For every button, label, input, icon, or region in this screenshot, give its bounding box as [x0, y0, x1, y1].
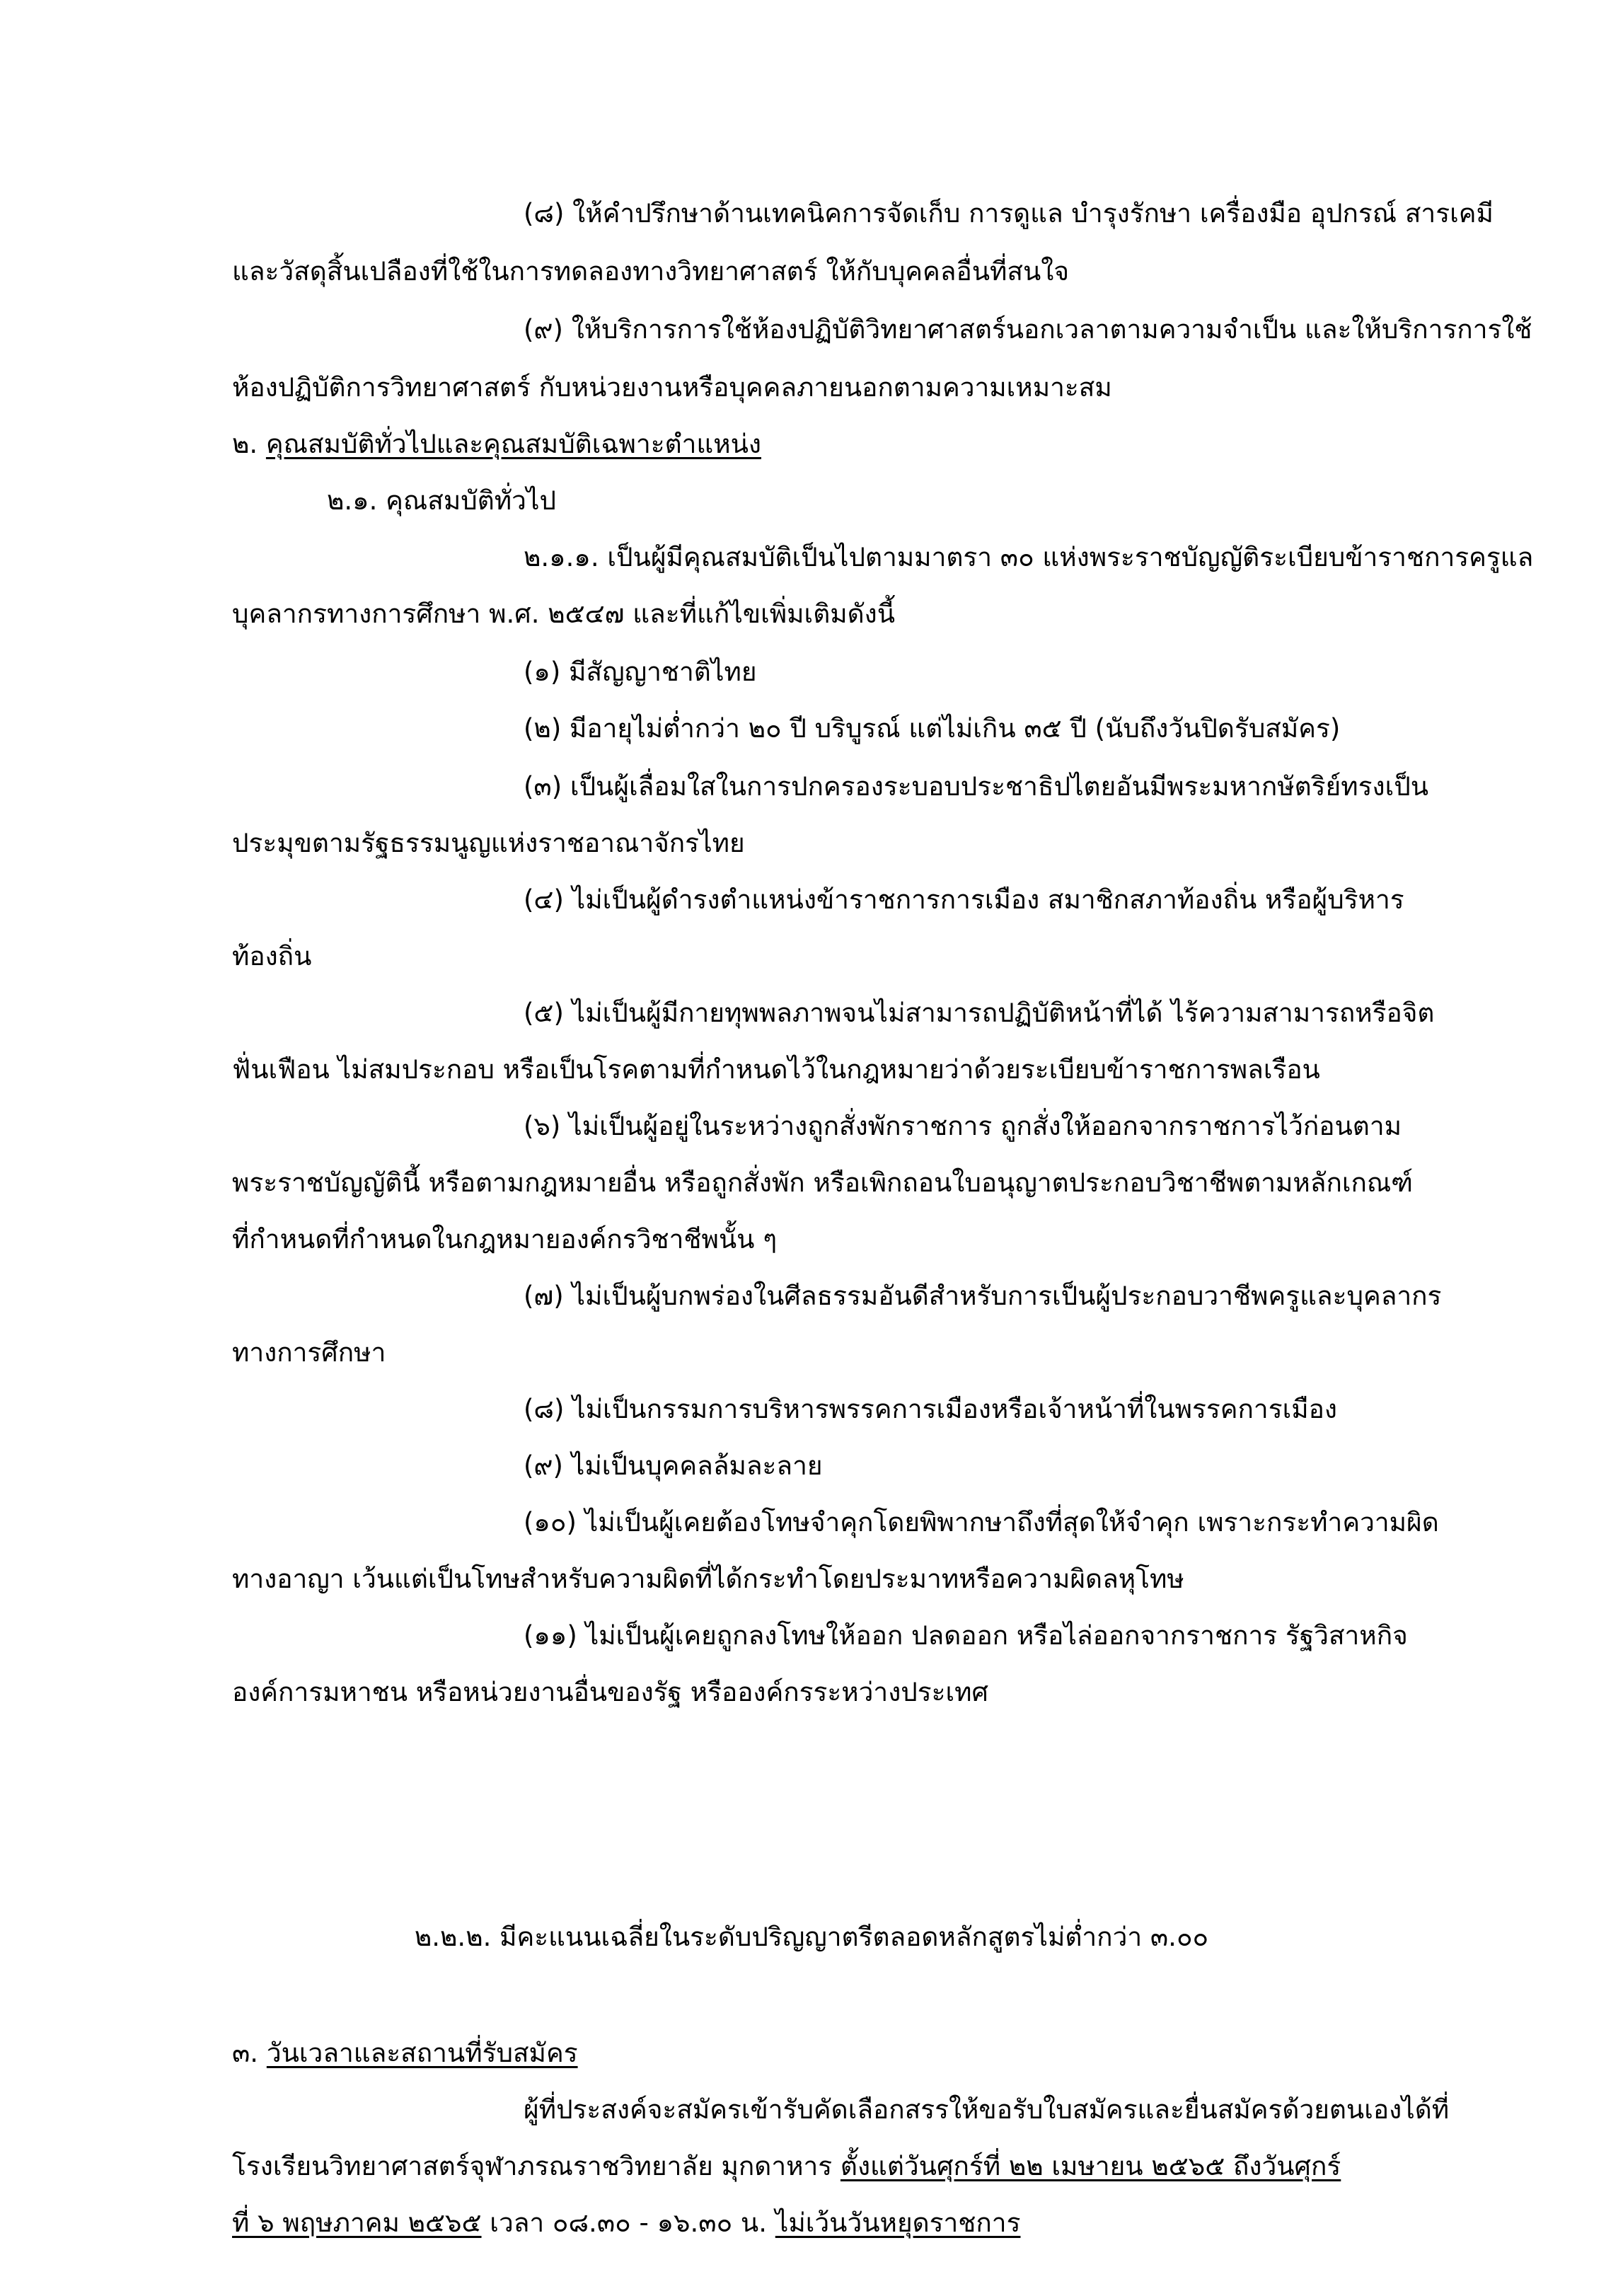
clause-2-1-1-line-1: ๒.๑.๑. เป็นผู้มีคุณสมบัติเป็นไปตามมาตรา ๓๐ แห่งพระราชบัญญัติระเบียบข้าราชการครูแล	[524, 542, 1534, 572]
office-hours-text: เวลา ๐๘.๓๐ - ๑๖.๓๐ น.	[481, 2208, 775, 2238]
section-3-line-3	[232, 2208, 1020, 2239]
item-9-line-1: (๙) ให้บริการการใช้ห้องปฏิบัติวิทยาศาสตร์นอกเวลาตามความจำเป็น และให้บริการการใช้	[524, 314, 1532, 345]
item-9-line-2: ห้องปฏิบัติการวิทยาศาสตร์ กับหน่วยงานหรือบุคคลภายนอกตามความเหมาะสม	[232, 372, 1112, 403]
section-3-number: ๓.	[232, 2038, 259, 2068]
qualification-4-line-1: (๔) ไม่เป็นผู้ดำรงตำแหน่งข้าราชการการเมือง สมาชิกสภาท้องถิ่น หรือผู้บริหาร	[524, 884, 1404, 915]
item-8-line-1: (๘) ให้คำปรึกษาด้านเทคนิคการจัดเก็บ การดูแล บำรุงรักษา เครื่องมือ อุปกรณ์ สารเคมี	[524, 198, 1494, 229]
qualification-3-line-2: ประมุขตามรัฐธรรมนูญแห่งราชอาณาจักรไทย	[232, 828, 745, 858]
clause-2-1-1-line-2: บุคลากรทางการศึกษา พ.ศ. ๒๕๔๗ และที่แก้ไขเพิ่มเติมดังนี้	[232, 599, 896, 629]
qualification-7-line-1: (๗) ไม่เป็นผู้บกพร่องในศีลธรรมอันดีสำหรับการเป็นผู้ประกอบวาชีพครูและบุคลากร	[524, 1281, 1442, 1311]
qualification-6-line-1: (๖) ไม่เป็นผู้อยู่ในระหว่างถูกสั่งพักราชการ ถูกสั่งให้ออกจากราชการไว้ก่อนตาม	[524, 1111, 1402, 1141]
application-start-date: ตั้งแต่วันศุกร์ที่ ๒๒ เมษายน ๒๕๖๕ ถึงวันศุกร์	[840, 2151, 1341, 2181]
section-2-number: ๒.	[232, 429, 258, 459]
qualification-2: (๒) มีอายุไม่ต่ำกว่า ๒๐ ปี บริบูรณ์ แต่ไม่เกิน ๓๕ ปี (นับถึงวันปิดรับสมัคร)	[524, 713, 1341, 744]
section-2-title: คุณสมบัติทั่วไปและคุณสมบัติเฉพาะตำแหน่ง	[265, 429, 761, 459]
subsection-2-1-heading: ๒.๑. คุณสมบัติทั่วไป	[327, 485, 556, 516]
qualification-6-line-3: ที่กำหนดที่กำหนดในกฎหมายองค์กรวิชาชีพนั้น ๆ	[232, 1224, 778, 1254]
qualification-11-line-1: (๑๑) ไม่เป็นผู้เคยถูกลงโทษให้ออก ปลดออก หรือไล่ออกจากราชการ รัฐวิสาหกิจ	[524, 1620, 1408, 1651]
item-8-line-2: และวัสดุสิ้นเปลืองที่ใช้ในการทดลองทางวิทยาศาสตร์ ให้กับบุคคลอื่นที่สนใจ	[232, 256, 1070, 287]
clause-2-2-2: ๒.๒.๒. มีคะแนนเฉลี่ยในระดับปริญญาตรีตลอดหลักสูตรไม่ต่ำกว่า ๓.๐๐	[414, 1922, 1209, 1952]
qualification-10-line-2: ทางอาญา เว้นแต่เป็นโทษสำหรับความผิดที่ได้กระทำโดยประมาทหรือความผิดลหุโทษ	[232, 1564, 1184, 1594]
qualification-5-line-2: ฟั่นเฟือน ไม่สมประกอบ หรือเป็นโรคตามที่กำหนดไว้ในกฎหมายว่าด้วยระเบียบข้าราชการพลเรือน	[232, 1054, 1320, 1085]
qualification-10-line-1: (๑๐) ไม่เป็นผู้เคยต้องโทษจำคุกโดยพิพากษาถึงที่สุดให้จำคุก เพราะกระทำความผิด	[524, 1507, 1439, 1538]
qualification-1: (๑) มีสัญญาชาติไทย	[524, 657, 757, 687]
qualification-11-line-2: องค์การมหาชน หรือหน่วยงานอื่นของรัฐ หรือองค์กรระหว่างประเทศ	[232, 1677, 989, 1707]
qualification-4-line-2: ท้องถิ่น	[232, 941, 312, 971]
section-3-title: วันเวลาและสถานที่รับสมัคร	[266, 2038, 578, 2068]
qualification-3-line-1: (๓) เป็นผู้เลื่อมใสในการปกครองระบอบประชาธิปไตยอันมีพระมหากษัตริย์ทรงเป็น	[524, 771, 1428, 802]
section-3-line-2	[232, 2151, 1341, 2182]
school-location-text: โรงเรียนวิทยาศาสตร์จุฬาภรณราชวิทยาลัย มุกดาหาร	[232, 2151, 841, 2181]
qualification-8: (๘) ไม่เป็นกรรมการบริหารพรรคการเมืองหรือเจ้าหน้าที่ในพรรคการเมือง	[524, 1394, 1337, 1424]
holiday-note: ไม่เว้นวันหยุดราชการ	[775, 2208, 1021, 2238]
section-3-heading	[232, 2038, 578, 2069]
section-3-line-1: ผู้ที่ประสงค์จะสมัครเข้ารับคัดเลือกสรรให้ขอรับใบสมัครและยื่นสมัครด้วยตนเองได้ที่	[524, 2094, 1450, 2125]
qualification-9: (๙) ไม่เป็นบุคคลล้มละลาย	[524, 1450, 823, 1481]
section-2-heading	[232, 429, 761, 460]
qualification-7-line-2: ทางการศึกษา	[232, 1337, 386, 1368]
application-end-date: ที่ ๖ พฤษภาคม ๒๕๖๕	[232, 2208, 482, 2238]
qualification-5-line-1: (๕) ไม่เป็นผู้มีกายทุพพลภาพจนไม่สามารถปฏิบัติหน้าที่ได้ ไร้ความสามารถหรือจิต	[524, 998, 1435, 1028]
qualification-6-line-2: พระราชบัญญัตินี้ หรือตามกฎหมายอื่น หรือถูกสั่งพัก หรือเพิกถอนใบอนุญาตประกอบวิชาชีพตามหลักเกณฑ์	[232, 1167, 1413, 1198]
